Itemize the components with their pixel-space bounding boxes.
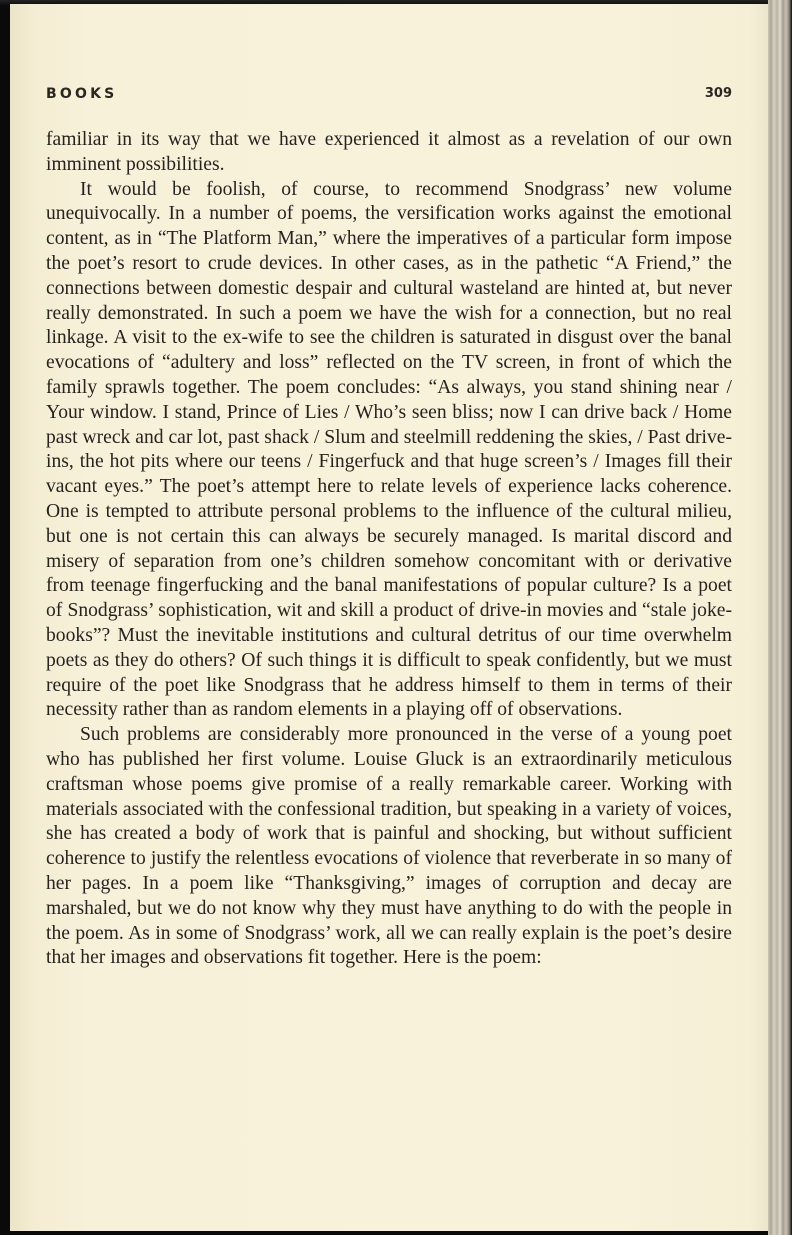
- paragraph-snodgrass-critique: It would be foolish, of course, to recommend Snodgrass’ new volume unequivocally. In a number of poems, the versification works against the emotional content, as in “The Platform Man,” where the imperatives of a particular form impose the poet’s resort to crude devices. In other cases, as in the pathetic “A Friend,” the connections between domestic despair and cultural wasteland are hinted at, but never really demonstrated. In such a poem we have the wish for a connection, but no real linkage. A visit to the ex-wife to see the children is saturated in disgust over the banal evocations of “adultery and loss” reflected on the TV screen, in front of which the family sprawls together. The poem concludes: “As always, you stand shining near / Your window. I stand, Prince of Lies / Who’s seen bliss; now I can drive back / Home past wreck and car lot, past shack / Slum and steelmill reddening the skies, / Past drive-ins, the hot pits where our teens / Fingerfuck and that huge screen’s / Images fill their vacant eyes.” The poet’s attempt here to relate levels of experience lacks coherence. One is tempted to attribute personal problems to the influence of the cultural milieu, but one is not certain this can always be securely managed. Is marital discord and misery of separation from one’s children somehow concomitant with or derivative from teenage fingerfucking and the banal manifestations of popular culture? Is a poet of Snodgrass’ sophistication, wit and skill a product of drive-in movies and “stale joke-books”? Must the inevitable institutions and cultural detritus of our time overwhelm poets as they do others? Of such things it is difficult to speak confidently, but we must require of the poet like Snodgrass that he address himself to them in terms of their necessity rather than as random elements in a playing off of observations.: [46, 178, 732, 721]
- section-title: BOOKS: [46, 86, 118, 102]
- body-text: [46, 128, 732, 971]
- book-page: [10, 4, 768, 1231]
- paragraph-continued: familiar in its way that we have experienced it almost as a revelation of our own imminent possibilities.: [46, 129, 732, 175]
- book-page-edges: [768, 0, 792, 1235]
- page-number: 309: [704, 86, 732, 101]
- paragraph-gluck-critique: Such problems are considerably more pronounced in the verse of a young poet who has published her first volume. Louise Gluck is an extraordinarily meticulous craftsman whose poems give promise of a really remarkable career. Working with materials associated with the confessional tradition, but speaking in a variety of voices, she has created a body of work that is painful and shocking, but without sufficient coherence to justify the relentless evocations of violence that reverberate in so many of her pages. In a poem like “Thanksgiving,” images of corruption and decay are marshaled, but we do not know why they must have anything to do with the people in the poem. As in some of Snodgrass’ work, all we can really explain is the poet’s desire that her images and observations fit together. Here is the poem:: [46, 724, 732, 969]
- running-head: [46, 86, 732, 106]
